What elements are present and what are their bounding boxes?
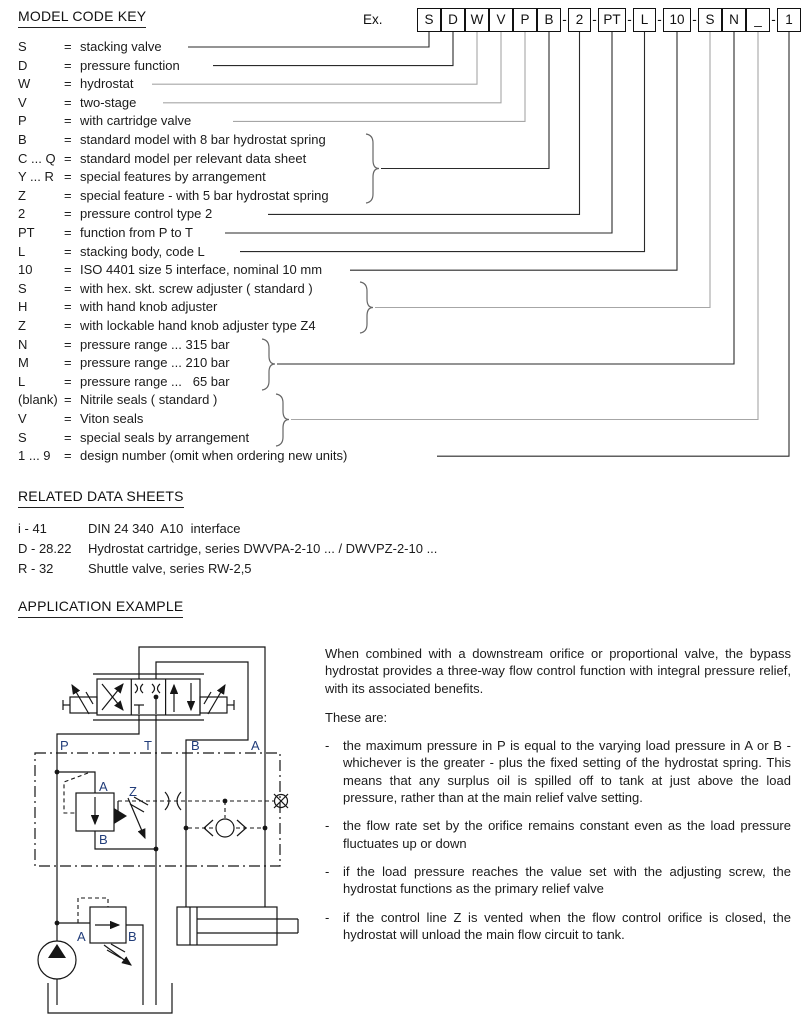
sheet-desc: DIN 24 340 A10 interface bbox=[88, 521, 241, 536]
hydraulic-schematic bbox=[0, 640, 330, 1020]
code-box: D bbox=[441, 8, 465, 32]
bullet-item: - if the load pressure reaches the value set with the adjusting screw, the hydrostat functions as the primary relief valve bbox=[325, 863, 791, 897]
key-row: S = with hex. skt. screw adjuster ( standard ) bbox=[18, 280, 313, 296]
key-row: L = stacking body, code L bbox=[18, 243, 205, 259]
code-box: S bbox=[417, 8, 441, 32]
key-row: PT = function from P to T bbox=[18, 225, 193, 240]
key-code: S bbox=[18, 39, 27, 54]
code-box: W bbox=[465, 8, 489, 32]
key-row: S = special seals by arrangement bbox=[18, 429, 250, 445]
code-box: P bbox=[513, 8, 537, 32]
code-separator: - bbox=[692, 12, 697, 27]
key-row: H = with hand knob adjuster bbox=[18, 299, 218, 315]
bullet-marker: - bbox=[325, 738, 330, 754]
bullet-item: - the maximum pressure in P is equal to the varying load pressure in A or B - whichever is the greater - plus the fixed setting of the hydrostat spring. This means that any surplus oil is spilled off to tank at just above the load pressure, rather than at the main relief valve setting. bbox=[325, 738, 791, 806]
relief-port-a-label: A bbox=[77, 929, 86, 944]
application-example-title: APPLICATION EXAMPLE bbox=[18, 598, 183, 618]
code-box: L bbox=[633, 8, 656, 32]
code-box: V bbox=[489, 8, 513, 32]
code-box: _ bbox=[746, 8, 770, 32]
port-label-b: B bbox=[191, 738, 200, 753]
code-box: S bbox=[698, 8, 722, 32]
key-row: C ... Q = standard model per relevant data sheet bbox=[18, 150, 307, 166]
port-label-a: A bbox=[251, 738, 260, 753]
code-separator: - bbox=[592, 12, 597, 27]
subtitle: These are: bbox=[325, 709, 388, 725]
sheet-ref: i - 41 bbox=[18, 521, 47, 536]
data-sheet-row: R - 32 Shuttle valve, series RW-2,5 bbox=[18, 561, 252, 576]
key-row: D = pressure function bbox=[18, 57, 180, 73]
related-data-sheets-title: RELATED DATA SHEETS bbox=[18, 488, 184, 508]
data-sheet-row: D - 28.22 Hydrostat cartridge, series DWVPA-2-10 ... / DWVPZ-2-10 ... bbox=[18, 541, 438, 556]
data-sheet-row bbox=[18, 519, 240, 539]
code-box: 10 bbox=[663, 8, 691, 32]
equals-sign: = bbox=[64, 39, 72, 54]
key-row: N = pressure range ... 315 bar bbox=[18, 336, 230, 352]
relief-port-b-label: B bbox=[128, 929, 137, 944]
key-row: 2 = pressure control type 2 bbox=[18, 206, 213, 222]
hydrostat-port-b-label: B bbox=[99, 832, 108, 847]
code-box: PT bbox=[598, 8, 626, 32]
key-row: Z = special feature - with 5 bar hydrostat spring bbox=[18, 187, 329, 203]
application-example-text bbox=[325, 645, 791, 943]
code-box: 2 bbox=[568, 8, 591, 32]
code-separator: - bbox=[562, 12, 567, 27]
key-row: W = hydrostat bbox=[18, 76, 134, 92]
code-separator: - bbox=[657, 12, 662, 27]
code-separator: - bbox=[627, 12, 632, 27]
pilot-z-label: Z bbox=[129, 784, 137, 799]
key-row: L = pressure range ... 65 bar bbox=[18, 373, 230, 389]
key-row: Z = with lockable hand knob adjuster type Z4 bbox=[18, 318, 316, 333]
hydrostat-port-a-label: A bbox=[99, 779, 108, 794]
port-label-p: P bbox=[60, 738, 69, 753]
key-leader-lines bbox=[0, 0, 810, 480]
key-desc: stacking valve bbox=[80, 39, 162, 54]
key-row: (blank) = Nitrile seals ( standard ) bbox=[18, 392, 218, 408]
key-row: V = two-stage bbox=[18, 94, 137, 110]
code-box: B bbox=[537, 8, 561, 32]
code-box: N bbox=[722, 8, 746, 32]
bullet-item: - if the control line Z is vented when the flow control orifice is closed, the hydrostat will unload the main flow circuit to tank. bbox=[325, 909, 791, 942]
key-row: B = standard model with 8 bar hydrostat spring bbox=[18, 132, 326, 147]
example-label: Ex. bbox=[363, 12, 383, 27]
bullet-item: - the flow rate set by the orifice remains constant even as the load pressure fluctuates up or down bbox=[325, 818, 791, 851]
key-row: M = pressure range ... 210 bar bbox=[18, 355, 230, 371]
model-code-key-title: MODEL CODE KEY bbox=[18, 8, 146, 28]
port-label-t: T bbox=[144, 738, 152, 753]
key-row: V = Viton seals bbox=[18, 411, 144, 426]
key-row: Y ... R = special features by arrangement bbox=[18, 169, 266, 185]
key-row: 10 = ISO 4401 size 5 interface, nominal 10 mm bbox=[18, 262, 323, 278]
key-row: P = with cartridge valve bbox=[18, 113, 192, 129]
code-separator: - bbox=[771, 12, 776, 27]
code-box: 1 bbox=[777, 8, 801, 32]
key-row: 1 ... 9 = design number (omit when ordering new units) bbox=[18, 448, 348, 464]
intro-paragraph: When combined with a downstream orifice or proportional valve, the bypass hydrostat provides a three-way flow control function with integral pressure relief, with its associated benefits. bbox=[325, 646, 791, 696]
